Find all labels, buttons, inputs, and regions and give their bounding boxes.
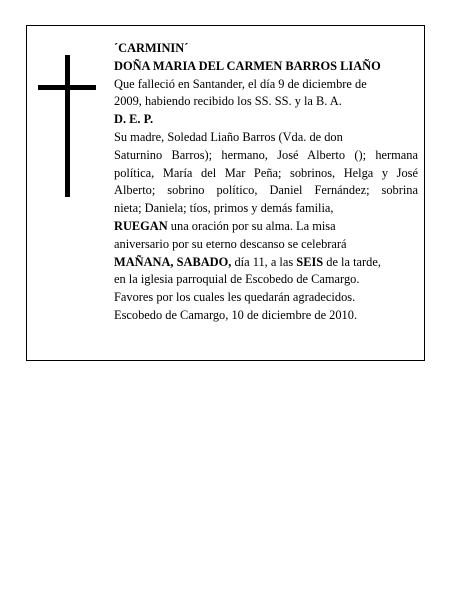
family-line-4: Alberto; sobrino político, Daniel Fernández; sobrina bbox=[114, 183, 418, 198]
family-line-1: Su madre, Soledad Liaño Barros (Vda. de don bbox=[114, 129, 343, 144]
obituary-notice bbox=[26, 25, 425, 361]
nickname: ´CARMININ´ bbox=[114, 41, 189, 55]
ruegan-line: RUEGAN una oración por su alma. La misa bbox=[114, 218, 336, 233]
church-line: en la iglesia parroquial de Escobedo de Camargo. bbox=[114, 272, 360, 287]
death-line-1: Que falleció en Santander, el día 9 de diciembre de bbox=[114, 76, 367, 91]
cross-icon-horizontal bbox=[38, 85, 96, 90]
thanks-line: Favores por los cuales les quedarán agradecidos. bbox=[114, 290, 356, 305]
death-line-2: 2009, habiendo recibido los SS. SS. y la B. A. bbox=[114, 94, 342, 109]
family-line-3: política, María del Mar Peña; sobrinos, Helga y José bbox=[114, 165, 418, 180]
family-line-2: Saturnino Barros); hermano, José Alberto (); hermana bbox=[114, 147, 418, 162]
date-time-line: MAÑANA, SABADO, día 11, a las SEIS de la tarde, bbox=[114, 254, 381, 269]
obituary-text bbox=[114, 40, 418, 325]
mass-line: aniversario por su eterno descanso se celebrará bbox=[114, 236, 347, 251]
deceased-name: DOÑA MARIA DEL CARMEN BARROS LIAÑO bbox=[114, 58, 381, 73]
dep-line: D. E. P. bbox=[114, 112, 154, 127]
place-date-line: Escobedo de Camargo, 10 de diciembre de 2010. bbox=[114, 307, 358, 322]
family-line-5: nieta; Daniela; tíos, primos y demás familia, bbox=[114, 201, 334, 216]
cross-icon-vertical bbox=[65, 55, 70, 197]
